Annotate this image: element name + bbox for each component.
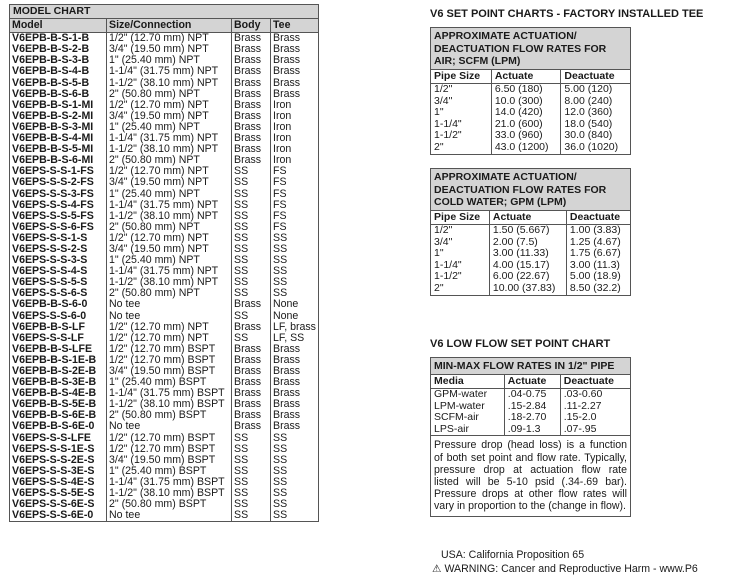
tee-cell: Brass xyxy=(271,388,319,399)
water-chart-title: APPROXIMATE ACTUATION/ DEACTUATION FLOW RATES FOR COLD WATER; GPM (LPM) xyxy=(431,169,630,211)
deactuate-header: Deactuate xyxy=(561,70,630,84)
size-cell: 2" (50.80 mm) NPT xyxy=(107,89,232,100)
size-cell: 1-1/4" (31.75 mm) BSPT xyxy=(107,477,232,488)
tee-cell: SS xyxy=(271,488,319,499)
body-cell: Brass xyxy=(232,355,271,366)
model-cell: V6EPB-B-S-5E-B xyxy=(12,398,97,411)
actuate-cell: 43.0 (1200) xyxy=(491,142,561,154)
model-cell: V6EPS-S-S-2E-S xyxy=(12,453,95,466)
size-cell: 2" (50.80 mm) NPT xyxy=(107,222,232,233)
model-cell: V6EPB-B-S-5-B xyxy=(12,76,90,89)
body-cell: SS xyxy=(232,510,271,522)
body-cell: SS xyxy=(232,488,271,499)
air-flow-chart xyxy=(430,27,631,155)
actuate-cell: 3.00 (11.33) xyxy=(489,248,566,260)
model-cell: V6EPS-S-S-1E-S xyxy=(12,442,95,455)
body-cell: Brass xyxy=(232,155,271,166)
water-chart-table xyxy=(431,211,630,295)
tee-cell: None xyxy=(271,299,319,310)
media-cell: SCFM-air xyxy=(434,411,479,424)
air-chart-body xyxy=(431,84,630,154)
deactuate-cell: 8.00 (240) xyxy=(561,96,630,108)
body-cell: SS xyxy=(232,266,271,277)
size-cell: 1-1/2" (38.10 mm) NPT xyxy=(107,144,232,155)
air-chart-table xyxy=(431,70,630,154)
tee-cell: LF, brass xyxy=(271,322,319,333)
deactuate-cell: 8.50 (32.2) xyxy=(566,283,630,295)
model-cell: V6EPB-B-S-6E-B xyxy=(12,409,97,422)
pipe-size-cell: 1-1/2" xyxy=(434,129,462,142)
body-cell: SS xyxy=(232,166,271,177)
tee-cell: Iron xyxy=(271,133,319,144)
model-cell: V6EPB-B-S-2E-B xyxy=(12,365,97,377)
tee-cell: SS xyxy=(271,433,319,444)
pipe-size-cell: 1" xyxy=(434,106,444,119)
actuate-cell: 33.0 (960) xyxy=(491,130,561,142)
pipe-size-header: Pipe Size xyxy=(431,70,491,84)
actuate-header: Actuate xyxy=(489,211,566,225)
actuate-cell: .09-1.3 xyxy=(504,424,560,436)
size-cell: No tee xyxy=(107,299,232,310)
body-cell: Brass xyxy=(232,122,271,133)
table-row xyxy=(10,78,319,89)
size-cell: 1/2" (12.70 mm) BSPT xyxy=(107,355,232,366)
pipe-size-header: Pipe Size xyxy=(431,211,489,225)
model-cell: V6EPS-S-S-4-S xyxy=(12,265,88,278)
media-cell: LPM-water xyxy=(434,399,485,412)
actuate-cell: 21.0 (600) xyxy=(491,119,561,131)
tee-cell: Brass xyxy=(271,33,319,45)
size-cell: 1" (25.40 mm) NPT xyxy=(107,255,232,266)
pipe-size-cell: 3/4" xyxy=(434,235,453,248)
deactuate-cell: 5.00 (120) xyxy=(561,84,630,96)
body-cell: SS xyxy=(232,444,271,455)
tee-cell: Brass xyxy=(271,55,319,66)
body-cell: Brass xyxy=(232,89,271,100)
size-cell: No tee xyxy=(107,421,232,432)
tee-cell: FS xyxy=(271,211,319,222)
tee-cell: SS xyxy=(271,444,319,455)
low-flow-chart-table xyxy=(431,375,630,436)
body-column-header: Body xyxy=(232,19,271,33)
actuate-cell: 14.0 (420) xyxy=(491,107,561,119)
deactuate-cell: 3.00 (11.3) xyxy=(566,260,630,272)
water-flow-chart xyxy=(430,168,631,296)
tee-cell: Brass xyxy=(271,410,319,421)
model-cell: V6EPB-B-S-LFE xyxy=(12,342,93,355)
tee-cell: SS xyxy=(271,477,319,488)
model-cell: V6EPS-S-S-2-FS xyxy=(12,176,94,189)
pipe-size-cell: 2" xyxy=(434,282,444,295)
size-cell: 1/2" (12.70 mm) NPT xyxy=(107,100,232,111)
low-flow-chart-title: MIN-MAX FLOW RATES IN 1/2" PIPE xyxy=(431,358,630,375)
tee-cell: Brass xyxy=(271,344,319,355)
deactuate-cell: 30.0 (840) xyxy=(561,130,630,142)
model-cell: V6EPS-S-S-3-FS xyxy=(12,187,94,200)
size-cell: 3/4" (19.50 mm) NPT xyxy=(107,177,232,188)
tee-cell: Brass xyxy=(271,421,319,432)
tee-cell: FS xyxy=(271,177,319,188)
deactuate-header: Deactuate xyxy=(566,211,630,225)
size-cell: 2" (50.80 mm) BSPT xyxy=(107,410,232,421)
size-cell: 3/4" (19.50 mm) BSPT xyxy=(107,455,232,466)
size-cell: 1/2" (12.70 mm) NPT xyxy=(107,333,232,344)
body-cell: SS xyxy=(232,222,271,233)
size-cell: 1/2" (12.70 mm) NPT xyxy=(107,33,232,45)
pipe-size-cell: 1" xyxy=(434,247,444,260)
body-cell: SS xyxy=(232,233,271,244)
tee-cell: Iron xyxy=(271,111,319,122)
model-cell: V6EPB-B-S-3-MI xyxy=(12,120,94,133)
size-cell: 1-1/4" (31.75 mm) NPT xyxy=(107,200,232,211)
model-cell: V6EPS-S-S-2-S xyxy=(12,242,88,255)
body-cell: SS xyxy=(232,311,271,322)
body-cell: Brass xyxy=(232,44,271,55)
table-row xyxy=(431,142,630,154)
model-cell: V6EPB-B-S-5-MI xyxy=(12,143,94,156)
body-cell: SS xyxy=(232,333,271,344)
tee-cell: Brass xyxy=(271,355,319,366)
tee-cell: SS xyxy=(271,288,319,299)
body-cell: SS xyxy=(232,499,271,510)
table-row xyxy=(431,389,630,401)
model-cell: V6EPS-S-S-6-S xyxy=(12,287,88,300)
deactuate-cell: .11-2.27 xyxy=(560,401,630,413)
actuate-cell: 1.50 (5.667) xyxy=(489,225,566,237)
size-cell: 1" (25.40 mm) BSPT xyxy=(107,377,232,388)
model-cell: V6EPS-S-S-1-S xyxy=(12,231,88,244)
size-cell: 1-1/4" (31.75 mm) NPT xyxy=(107,66,232,77)
actuate-header: Actuate xyxy=(491,70,561,84)
tee-cell: Brass xyxy=(271,78,319,89)
model-cell: V6EPS-S-S-5-FS xyxy=(12,209,94,222)
size-cell: 1-1/2" (38.10 mm) NPT xyxy=(107,78,232,89)
tee-cell: FS xyxy=(271,200,319,211)
tee-cell: SS xyxy=(271,466,319,477)
body-cell: SS xyxy=(232,244,271,255)
tee-cell: SS xyxy=(271,277,319,288)
tee-cell: FS xyxy=(271,222,319,233)
body-cell: SS xyxy=(232,288,271,299)
table-row xyxy=(431,225,630,237)
body-cell: Brass xyxy=(232,388,271,399)
size-cell: No tee xyxy=(107,311,232,322)
size-cell: 1-1/2" (38.10 mm) NPT xyxy=(107,211,232,222)
tee-cell: SS xyxy=(271,455,319,466)
size-cell: 1-1/2" (38.10 mm) BSPT xyxy=(107,399,232,410)
size-cell: 2" (50.80 mm) NPT xyxy=(107,288,232,299)
table-row xyxy=(431,84,630,96)
tee-cell: Brass xyxy=(271,377,319,388)
body-cell: Brass xyxy=(232,33,271,45)
media-cell: GPM-water xyxy=(434,388,488,401)
table-row xyxy=(10,177,319,188)
table-row xyxy=(431,424,630,436)
size-cell: 1" (25.40 mm) NPT xyxy=(107,122,232,133)
model-cell: V6EPB-B-S-6-0 xyxy=(12,298,88,311)
body-cell: SS xyxy=(232,277,271,288)
model-cell: V6EPB-B-S-6-B xyxy=(12,87,90,100)
tee-cell: None xyxy=(271,311,319,322)
size-cell: 3/4" (19.50 mm) BSPT xyxy=(107,366,232,377)
deactuate-cell: .03-0.60 xyxy=(560,389,630,401)
model-cell: V6EPS-S-S-4-FS xyxy=(12,198,94,211)
deactuate-cell: 1.00 (3.83) xyxy=(566,225,630,237)
low-flow-chart xyxy=(430,357,631,517)
model-cell: V6EPB-B-S-3-B xyxy=(12,54,90,67)
body-cell: Brass xyxy=(232,66,271,77)
table-row xyxy=(10,189,319,200)
tee-cell: SS xyxy=(271,510,319,522)
tee-cell: SS xyxy=(271,244,319,255)
body-cell: SS xyxy=(232,477,271,488)
model-cell: V6EPS-S-S-4E-S xyxy=(12,475,95,488)
low-flow-chart-body xyxy=(431,389,630,436)
model-cell: V6EPS-S-S-5E-S xyxy=(12,487,95,500)
model-cell: V6EPS-S-S-1-FS xyxy=(12,165,94,178)
pipe-size-cell: 1-1/4" xyxy=(434,117,462,130)
model-chart-body xyxy=(10,33,319,522)
size-cell: 1/2" (12.70 mm) BSPT xyxy=(107,344,232,355)
tee-cell: Iron xyxy=(271,155,319,166)
size-cell: 1-1/4" (31.75 mm) BSPT xyxy=(107,388,232,399)
pipe-size-cell: 1/2" xyxy=(434,83,453,96)
actuate-cell: .04-0.75 xyxy=(504,389,560,401)
body-cell: SS xyxy=(232,255,271,266)
size-cell: 1/2" (12.70 mm) BSPT xyxy=(107,444,232,455)
size-cell: 1" (25.40 mm) NPT xyxy=(107,189,232,200)
size-cell: 1-1/2" (38.10 mm) BSPT xyxy=(107,488,232,499)
actuate-cell: .15-2.84 xyxy=(504,401,560,413)
tee-cell: FS xyxy=(271,166,319,177)
body-cell: SS xyxy=(232,177,271,188)
model-chart-title: MODEL CHART xyxy=(10,5,319,19)
table-row xyxy=(10,299,319,310)
size-cell: 1-1/4" (31.75 mm) NPT xyxy=(107,266,232,277)
size-cell: 1-1/4" (31.75 mm) NPT xyxy=(107,133,232,144)
actuate-cell: .18-2.70 xyxy=(504,412,560,424)
body-cell: SS xyxy=(232,200,271,211)
pipe-size-cell: 2" xyxy=(434,141,444,154)
table-row xyxy=(10,421,319,432)
model-cell: V6EPB-B-S-LF xyxy=(12,320,85,333)
tee-cell: Iron xyxy=(271,100,319,111)
tee-cell: Iron xyxy=(271,122,319,133)
model-cell: V6EPS-S-S-3-S xyxy=(12,254,88,267)
size-column-header: Size/Connection xyxy=(107,19,232,33)
water-chart-body xyxy=(431,225,630,295)
tee-cell: Iron xyxy=(271,144,319,155)
table-row xyxy=(10,66,319,77)
model-cell: V6EPB-B-S-6-MI xyxy=(12,154,94,167)
deactuate-cell: .07-.95 xyxy=(560,424,630,436)
tee-cell: Brass xyxy=(271,366,319,377)
table-row xyxy=(10,311,319,322)
size-cell: 3/4" (19.50 mm) NPT xyxy=(107,111,232,122)
deactuate-cell: 18.0 (540) xyxy=(561,119,630,131)
size-cell: 1/2" (12.70 mm) NPT xyxy=(107,233,232,244)
body-cell: Brass xyxy=(232,78,271,89)
size-cell: 1" (25.40 mm) BSPT xyxy=(107,466,232,477)
model-cell: V6EPS-S-S-LF xyxy=(12,331,84,344)
size-cell: 3/4" (19.50 mm) NPT xyxy=(107,44,232,55)
pipe-size-cell: 1-1/2" xyxy=(434,270,462,283)
body-cell: Brass xyxy=(232,366,271,377)
deactuate-cell: .15-2.0 xyxy=(560,412,630,424)
tee-cell: LF, SS xyxy=(271,333,319,344)
body-cell: Brass xyxy=(232,421,271,432)
pipe-size-cell: 1-1/4" xyxy=(434,258,462,271)
model-cell: V6EPB-B-S-3E-B xyxy=(12,376,97,389)
body-cell: Brass xyxy=(232,410,271,421)
model-cell: V6EPS-S-S-5-S xyxy=(12,276,88,289)
actuate-cell: 6.00 (22.67) xyxy=(489,271,566,283)
tee-cell: Brass xyxy=(271,66,319,77)
model-cell: V6EPB-B-S-4E-B xyxy=(12,387,97,400)
body-cell: Brass xyxy=(232,322,271,333)
actuate-cell: 2.00 (7.5) xyxy=(489,237,566,249)
model-cell: V6EPB-B-S-2-MI xyxy=(12,109,94,122)
low-flow-heading: V6 LOW FLOW SET POINT CHART xyxy=(430,338,611,350)
table-row xyxy=(10,433,319,444)
body-cell: Brass xyxy=(232,100,271,111)
size-cell: 1" (25.40 mm) NPT xyxy=(107,55,232,66)
body-cell: Brass xyxy=(232,377,271,388)
tee-cell: SS xyxy=(271,233,319,244)
actuate-cell: 10.00 (37.83) xyxy=(489,283,566,295)
set-point-heading: V6 SET POINT CHARTS - FACTORY INSTALLED TEE xyxy=(430,8,704,20)
tee-cell: Brass xyxy=(271,399,319,410)
body-cell: SS xyxy=(232,211,271,222)
model-chart-table xyxy=(9,4,319,522)
body-cell: Brass xyxy=(232,399,271,410)
body-cell: Brass xyxy=(232,55,271,66)
pressure-drop-note: Pressure drop (head loss) is a function of both set point and flow rate. Typically, pressure drop at actuation flow rate listed will be 5-10 psid (.34-.69 bar). Pressure drops at other flow rates will vary in proportion to the (change in flow). xyxy=(431,435,630,515)
model-cell: V6EPB-B-S-6E-0 xyxy=(12,420,95,433)
tee-cell: FS xyxy=(271,189,319,200)
tee-cell: Brass xyxy=(271,44,319,55)
model-cell: V6EPB-B-S-4-B xyxy=(12,65,90,78)
media-header: Media xyxy=(431,375,504,389)
model-cell: V6EPB-B-S-4-MI xyxy=(12,132,94,145)
tee-column-header: Tee xyxy=(271,19,319,33)
model-cell: V6EPS-S-S-LFE xyxy=(12,431,91,444)
deactuate-cell: 1.75 (6.67) xyxy=(566,248,630,260)
pipe-size-cell: 1/2" xyxy=(434,224,453,237)
model-cell: V6EPS-S-S-6-0 xyxy=(12,309,87,322)
body-cell: SS xyxy=(232,466,271,477)
body-cell: Brass xyxy=(232,344,271,355)
model-column-header: Model xyxy=(10,19,107,33)
size-cell: No tee xyxy=(107,510,232,522)
model-cell: V6EPB-B-S-1E-B xyxy=(12,353,97,366)
body-cell: Brass xyxy=(232,111,271,122)
size-cell: 1/2" (12.70 mm) BSPT xyxy=(107,433,232,444)
size-cell: 1-1/2" (38.10 mm) NPT xyxy=(107,277,232,288)
actuate-cell: 6.50 (180) xyxy=(491,84,561,96)
model-cell: V6EPB-B-S-1-B xyxy=(12,32,90,45)
body-cell: SS xyxy=(232,189,271,200)
size-cell: 2" (50.80 mm) NPT xyxy=(107,155,232,166)
body-cell: SS xyxy=(232,455,271,466)
deactuate-cell: 36.0 (1020) xyxy=(561,142,630,154)
model-cell: V6EPS-S-S-6E-0 xyxy=(12,509,94,522)
size-cell: 2" (50.80 mm) BSPT xyxy=(107,499,232,510)
size-cell: 1/2" (12.70 mm) NPT xyxy=(107,322,232,333)
actuate-cell: 10.0 (300) xyxy=(491,96,561,108)
deactuate-header: Deactuate xyxy=(560,375,630,389)
size-cell: 1/2" (12.70 mm) NPT xyxy=(107,166,232,177)
tee-cell: SS xyxy=(271,266,319,277)
size-cell: 3/4" (19.50 mm) NPT xyxy=(107,244,232,255)
model-cell: V6EPS-S-S-3E-S xyxy=(12,464,95,477)
model-cell: V6EPB-B-S-1-MI xyxy=(12,98,94,111)
model-cell: V6EPS-S-S-6-FS xyxy=(12,220,94,233)
tee-cell: SS xyxy=(271,499,319,510)
deactuate-cell: 5.00 (18.9) xyxy=(566,271,630,283)
actuate-cell: 4.00 (15.17) xyxy=(489,260,566,272)
prop65-warning: ⚠ WARNING: Cancer and Reproductive Harm - www.P6 xyxy=(432,563,698,575)
tee-cell: SS xyxy=(271,255,319,266)
tee-cell: Brass xyxy=(271,89,319,100)
deactuate-cell: 12.0 (360) xyxy=(561,107,630,119)
actuate-header: Actuate xyxy=(504,375,560,389)
body-cell: Brass xyxy=(232,133,271,144)
body-cell: SS xyxy=(232,433,271,444)
body-cell: Brass xyxy=(232,299,271,310)
table-row xyxy=(431,283,630,295)
prop65-label: USA: California Proposition 65 xyxy=(441,549,585,561)
table-row xyxy=(10,510,319,522)
pipe-size-cell: 3/4" xyxy=(434,94,453,107)
media-cell: LPS-air xyxy=(434,422,470,435)
air-chart-title: APPROXIMATE ACTUATION/ DEACTUATION FLOW RATES FOR AIR; SCFM (LPM) xyxy=(431,28,630,70)
deactuate-cell: 1.25 (4.67) xyxy=(566,237,630,249)
model-cell: V6EPS-S-S-6E-S xyxy=(12,498,95,511)
body-cell: Brass xyxy=(232,144,271,155)
model-cell: V6EPB-B-S-2-B xyxy=(12,43,90,56)
